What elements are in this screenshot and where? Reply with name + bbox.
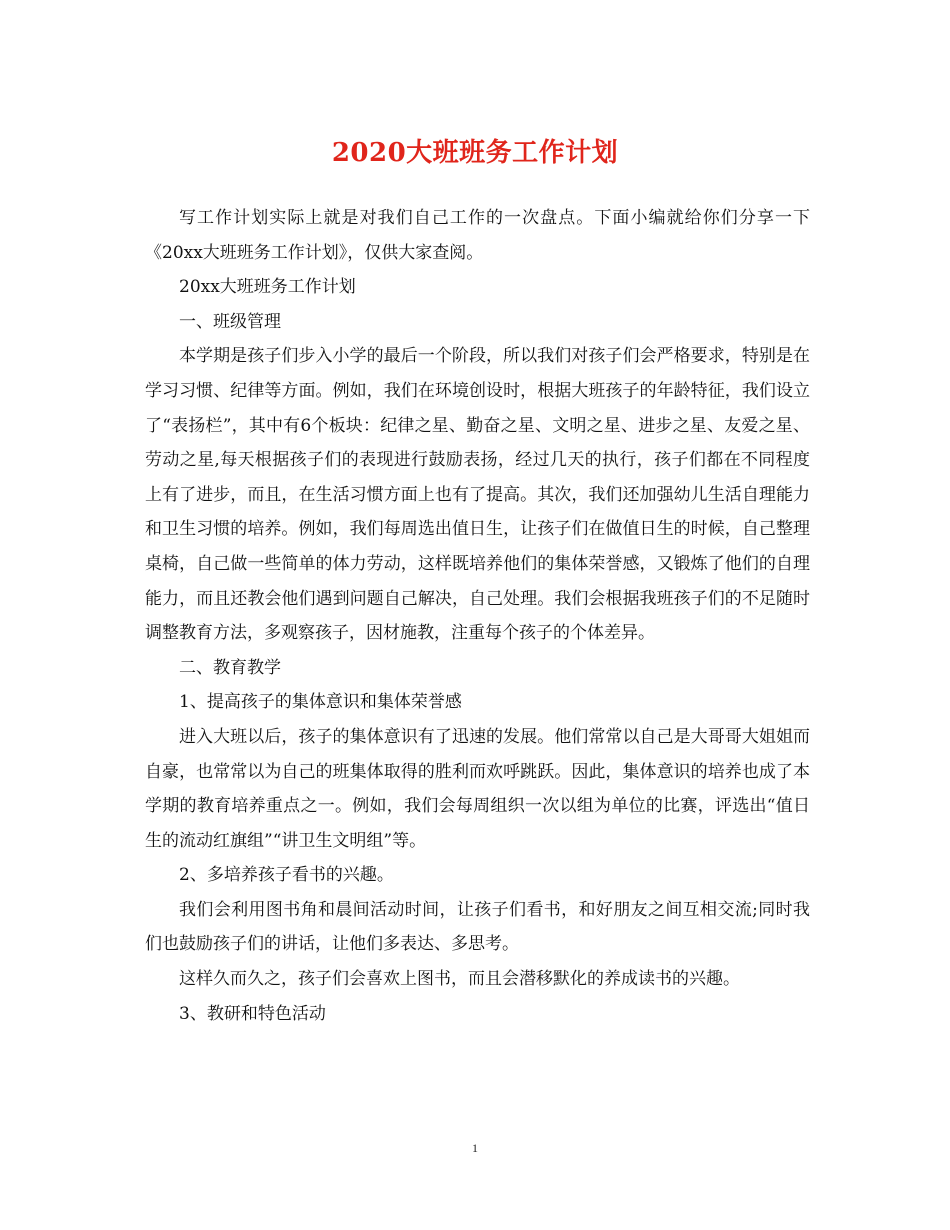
subheading-collective-awareness: 1、提高孩子的集体意识和集体荣誉感 [179, 692, 462, 713]
paragraph-reading-activities: 我们会利用图书角和晨间活动时间，让孩子们看书，和好朋友之间互相交流;同时我们也鼓励孩子们的讲话，让他们多表达、多思考。 [145, 899, 810, 955]
paragraph-class-management: 本学期是孩子们步入小学的最后一个阶段，所以我们对孩子们会严格要求，特别是在学习习惯、纪律等方面。例如，我们在环境创设时，根据大班孩子的年龄特征，我们设立了“表扬栏”，其中有6个板块：纪律之星、勤奋之星、文明之星、进步之星、友爱之星、劳动之星,每天根据孩子们的表现进行鼓励表扬，经过几天的执行，孩子们都在不同程度上有了进步，而且，在生活习惯方面上也有了提高。其次，我们还加强幼儿生活自理能力和卫生习惯的培养。例如，我们每周选出值日生，让孩子们在做值日生的时候，自己整理桌椅，自己做一些简单的体力劳动，这样既培养他们的集体荣誉感，又锻炼了他们的自理能力，而且还教会他们遇到问题自己解决，自己处理。我们会根据我班孩子们的不足随时调整教育方法，多观察孩子，因材施教，注重每个孩子的个体差异。 [145, 346, 810, 644]
section-heading-class-management: 一、班级管理 [179, 311, 281, 332]
subheading-research-activities: 3、教研和特色活动 [179, 1003, 326, 1024]
paragraph-subtitle: 20xx大班班务工作计划 [179, 277, 356, 298]
section-heading-teaching: 二、教育教学 [179, 657, 281, 678]
document-body [145, 201, 810, 1031]
paragraph-collective-awareness: 进入大班以后，孩子的集体意识有了迅速的发展。他们常常以自己是大哥哥大姐姐而自豪，也常常以为自己的班集体取得的胜利而欢呼跳跃。因此，集体意识的培养也成了本学期的教育培养重点之一。例如，我们会每周组织一次以组为单位的比赛，评选出“值日生的流动红旗组”“讲卫生文明组”等。 [145, 726, 810, 851]
paragraph-intro: 写工作计划实际上就是对我们自己工作的一次盘点。下面小编就给你们分享一下《20xx大班班务工作计划》，仅供大家查阅。 [145, 208, 810, 263]
page-number: 1 [472, 1141, 478, 1155]
paragraph-reading-habit: 这样久而久之，孩子们会喜欢上图书，而且会潜移默化的养成读书的兴趣。 [179, 969, 740, 990]
document-title: 2020大班班务工作计划 [331, 138, 619, 168]
subheading-reading-interest: 2、多培养孩子看书的兴趣。 [179, 865, 394, 886]
